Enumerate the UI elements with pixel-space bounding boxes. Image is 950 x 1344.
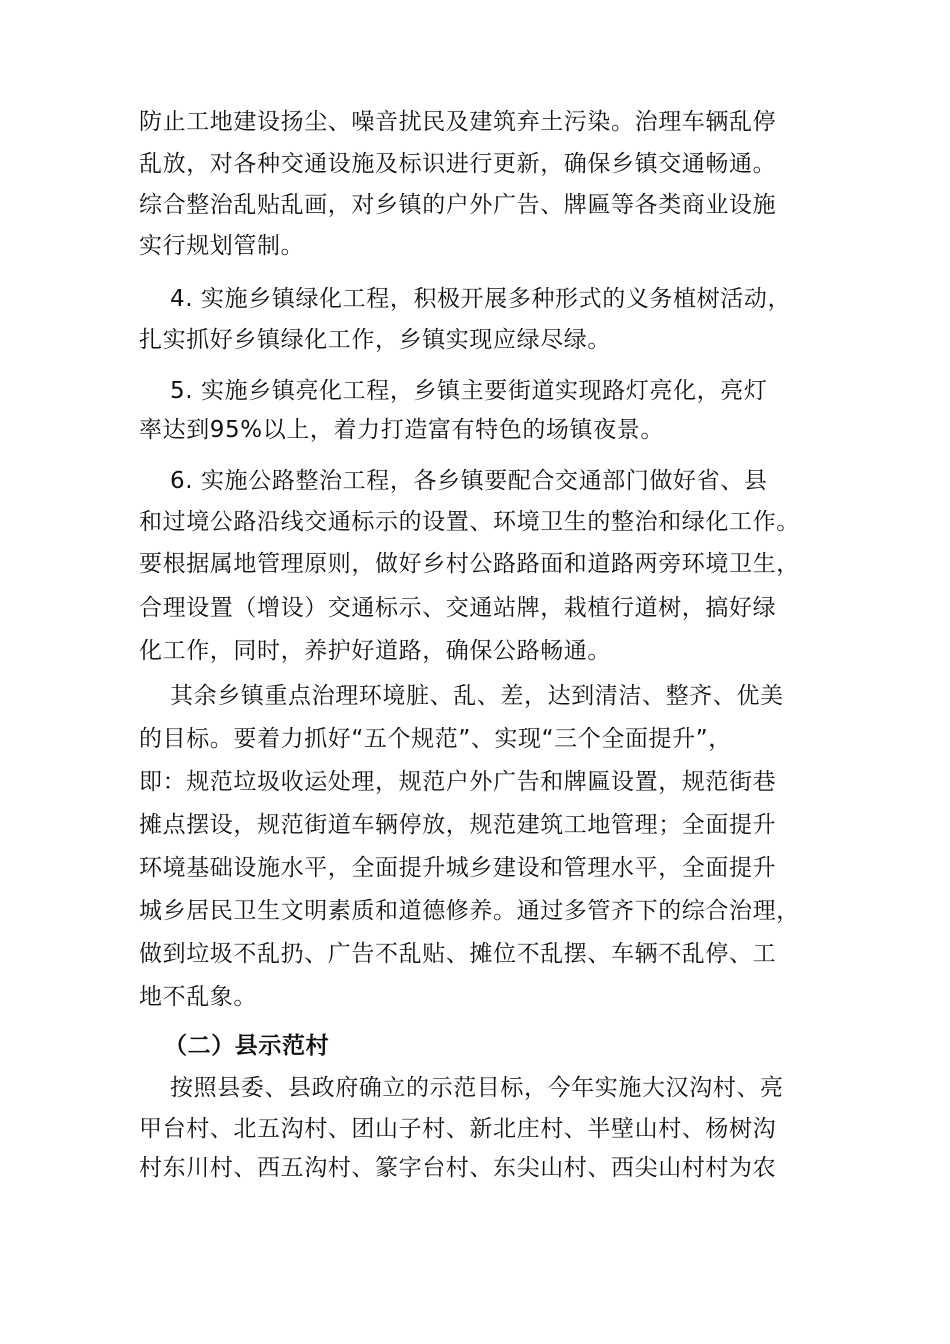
list-item-4-line: 扎实抓好乡镇绿化工作，乡镇实现应绿尽绿。 [139,327,611,353]
paragraph-line: 实行规划管制。 [139,233,305,259]
paragraph-line: 环境基础设施水平，全面提升城乡建设和管理水平，全面提升 [139,855,777,881]
list-item-6-line: 和过境公路沿线交通标示的设置、环境卫生的整治和绿化工作。 [139,509,800,535]
paragraph-line: 城乡居民卫生文明素质和道德修养。通过多管齐下的综合治理， [139,898,800,924]
list-item-6-line: 要根据属地管理原则，做好乡村公路路面和道路两旁环境卫生， [139,551,800,577]
list-item-6-line: 6. 实施公路整治工程，各乡镇要配合交通部门做好省、县 [170,468,768,494]
paragraph-line: 按照县委、县政府确立的示范目标，今年实施大汉沟村、亮 [170,1075,784,1101]
paragraph-line: 其余乡镇重点治理环境脏、乱、差，达到清洁、整齐、优美 [170,683,784,709]
list-item-4-line: 4. 实施乡镇绿化工程，积极开展多种形式的义务植树活动， [170,286,792,312]
paragraph-line: 村东川村、西五沟村、篆字台村、东尖山村、西尖山村村为农 [139,1155,777,1181]
paragraph-line: 甲台村、北五沟村、团山子村、新北庄村、半壁山村、杨树沟 [139,1116,777,1142]
paragraph-line: 乱放，对各种交通设施及标识进行更新，确保乡镇交通畅通。 [139,151,777,177]
paragraph-line: 即：规范垃圾收运处理，规范户外广告和牌匾设置，规范街巷 [139,769,777,795]
section-heading: （二）县示范村 [164,1033,330,1059]
paragraph-line: 的目标。要着力抓好“五个规范”、实现“三个全面提升”， [139,726,732,752]
list-item-6-line: 化工作，同时，养护好道路，确保公路畅通。 [139,638,611,664]
paragraph-line: 地不乱象。 [139,984,257,1010]
paragraph-line: 摊点摆设，规范街道车辆停放，规范建筑工地管理；全面提升 [139,812,777,838]
list-item-6-line: 合理设置（增设）交通标示、交通站牌，栽植行道树，搞好绿 [139,595,777,621]
list-item-5-line: 5. 实施乡镇亮化工程，乡镇主要街道实现路灯亮化，亮灯 [170,378,768,404]
paragraph-line: 做到垃圾不乱扔、广告不乱贴、摊位不乱摆、车辆不乱停、工 [139,941,777,967]
paragraph-line: 综合整治乱贴乱画，对乡镇的户外广告、牌匾等各类商业设施 [139,192,777,218]
list-item-5-line: 率达到95%以上，着力打造富有特色的场镇夜景。 [139,417,664,443]
paragraph-line: 防止工地建设扬尘、噪音扰民及建筑弃土污染。治理车辆乱停 [139,109,777,135]
